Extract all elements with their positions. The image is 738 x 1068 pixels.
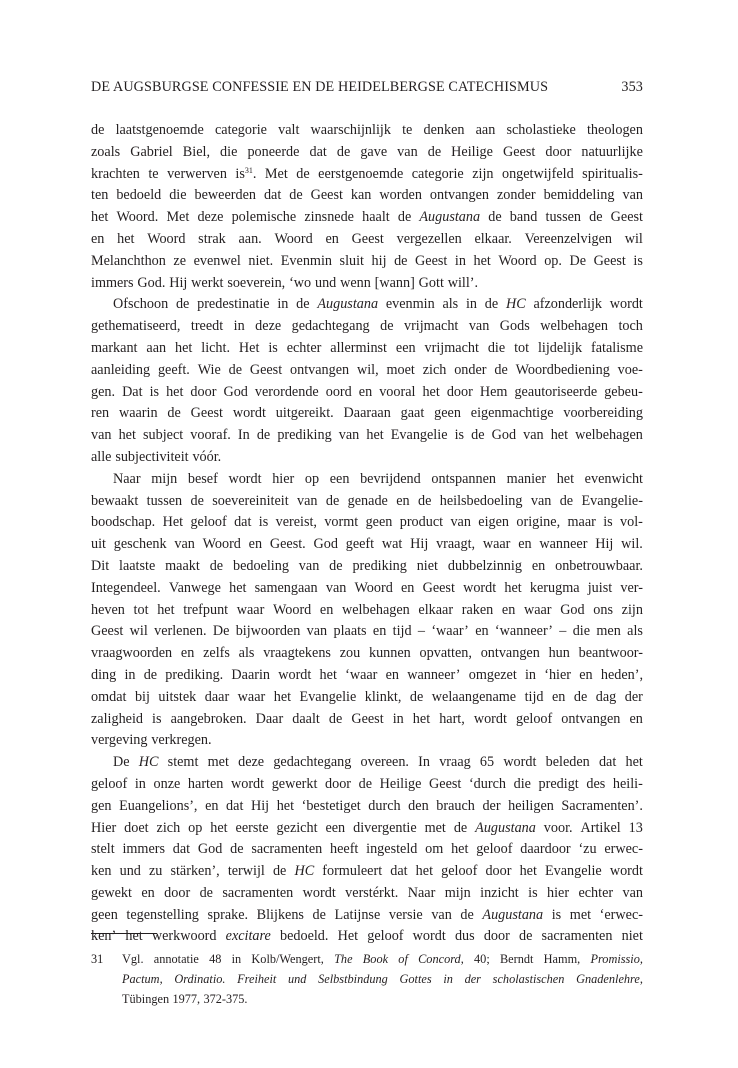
text-line: gewekt en door de sacramenten wordt verstérkt. Naar mijn inzicht is hier echter van — [91, 884, 643, 901]
footnote-31 — [91, 950, 643, 1009]
text-line: gen. Dat is het door God verordende oord en vooral het door Hem geautoriseerde gebeu- — [91, 383, 643, 400]
text-line: de laatstgenoemde categorie valt waarschijnlijk te denken aan scholastieke theologen — [91, 122, 643, 138]
text-line: heven tot het trefpunt waar Woord en welbehagen elkaar raken en waar God ons zijn — [91, 601, 643, 618]
text-line: ren waarin de Geest wordt uitgereikt. Daaraan gaat geen eigenmachtige voorbereiding — [91, 405, 643, 422]
text-line: zoals Gabriel Biel, die poneerde dat de gave van de Heilige Geest door natuurlijke — [91, 143, 643, 160]
text-line: vergeving verkregen. — [91, 732, 212, 749]
text-line: Integendeel. Vanwege het samengaan van Woord en Geest wordt het kerugma juist ver- — [91, 579, 643, 596]
text-line: Geest wil verlenen. De bijwoorden van plaats en tijd – ‘waar’ en ‘wanneer’ – die men als — [91, 623, 643, 640]
footnote-number: 31 — [91, 952, 104, 966]
text-line: geen tegenstelling sprake. Blijkens de Latijnse versie van de Augustana is met ‘erwec- — [91, 906, 643, 923]
running-header — [91, 77, 643, 97]
running-title: DE AUGSBURGSE CONFESSIE EN DE HEIDELBERGSE CATECHISMUS — [91, 79, 549, 95]
text-line: Dit laatste maakt de bedoeling van de prediking niet dubbelzinnig en onbetrouwbaar. — [91, 557, 643, 574]
paragraph-first-line: Ofschoon de predestinatie in de Augustana evenmin als in de HC afzonderlijk wordt — [113, 296, 643, 313]
text-line: ken’ het werkwoord excitare bedoeld. Het geloof wordt dus door de sacramenten niet — [91, 928, 643, 945]
paragraph-first-line: Naar mijn besef wordt hier op een bevrijdend ontspannen manier het evenwicht — [113, 470, 643, 487]
text-line: zaligheid is aangebroken. Daar daalt de Geest in het hart, wordt geloof ontvangen en — [91, 710, 643, 727]
text-line: alle subjectiviteit vóór. — [91, 448, 222, 465]
footnote-separator — [91, 933, 157, 934]
text-line: boodschap. Het geloof dat is vereist, vormt geen product van eigen origine, maar is vol- — [91, 514, 643, 531]
text-line: ten bedoeld die beweerden dat de Geest kan worden ontvangen zonder bemiddeling van — [91, 187, 643, 204]
text-line: geloof in onze harten wordt gewerkt door de Heilige Geest ‘durch die predigt des heili- — [91, 775, 643, 792]
text-line: Hier doet zich op het eerste gezicht een divergentie met de Augustana voor. Artikel 13 — [91, 819, 643, 836]
text-line: markant aan het licht. Het is echter allerminst een vrijmacht die tot lijdelijk fatalisme — [91, 339, 643, 356]
body-text — [91, 120, 643, 948]
text-line: aanleiding geeft. Wie de Geest ontvangen wil, moet zich onder de Woordbediening voe- — [91, 361, 643, 378]
text-line: gethematiseerd, treedt in deze gedachtegang de vrijmacht van Gods welbehagen toch — [91, 318, 643, 335]
page-number: 353 — [621, 79, 643, 95]
text-line: omdat bij uitstek daar waar het Evangelie klinkt, de welaangename tijd en de dag der — [91, 688, 643, 705]
paragraph-first-line: De HC stemt met deze gedachtegang overeen. In vraag 65 wordt beleden dat het — [113, 754, 643, 771]
text-line: en het Woord strak aan. Woord en Geest vergezellen elkaar. Vereenzelvigen wil — [91, 230, 643, 247]
text-line: krachten te verwerven $is^{31}$. Met de eerstgenoemde categorie zijn ongetwijfeld spiritualis- — [91, 165, 643, 182]
text-line: ken und zu stärken’, terwijl de HC formuleert dat het geloof door het Evangelie wordt — [91, 863, 643, 880]
text-line: immers God. Hij werkt soeverein, ‘wo und wenn [wann] Gott will’. — [91, 274, 479, 291]
text-line: Melanchthon ze evenwel niet. Evenmin sluit hij de Geest in het Woord op. De Geest is — [91, 252, 643, 269]
text-line: stelt immers dat God de sacramenten heeft ingesteld om het geloof daardoor ‘zu erwec- — [91, 841, 643, 858]
text-line: van het subject vooraf. In de prediking van het Evangelie is de God van het welbehagen — [91, 427, 643, 444]
text-line: vraagwoorden en zelfs als vraagtekens zou kunnen opvatten, ontvangen hun beantwoor- — [91, 645, 643, 662]
text-line: bewaakt tussen de soevereiniteit van de genade en de heilsbedoeling van de Evangelie- — [91, 492, 643, 509]
text-line: het Woord. Met deze polemische zinsnede haalt de Augustana de band tussen de Geest — [91, 209, 643, 226]
footnote-line: Vgl. annotatie 48 in Kolb/Wengert, The Book of Concord, 40; Berndt Hamm, Promissio, — [122, 952, 643, 966]
footnote-line: Pactum, Ordinatio. Freiheit und Selbstbindung Gottes in der scholastischen Gnadenlehre, — [122, 971, 643, 986]
text-line: gen Euangelions’, en dat Hij het ‘bestetiget durch den brauch der heiligen Sacramenten’. — [91, 797, 643, 814]
footnote-line: Tübingen 1977, 372-375. — [122, 991, 248, 1006]
text-line: uit geschenk van Woord en Geest. God geeft wat Hij vraagt, waar en wanneer Hij wil. — [91, 536, 643, 553]
text-line: ding in de prediking. Daarin wordt het ‘waar en wanneer’ omgezet in ‘hier en heden’, — [91, 666, 643, 683]
